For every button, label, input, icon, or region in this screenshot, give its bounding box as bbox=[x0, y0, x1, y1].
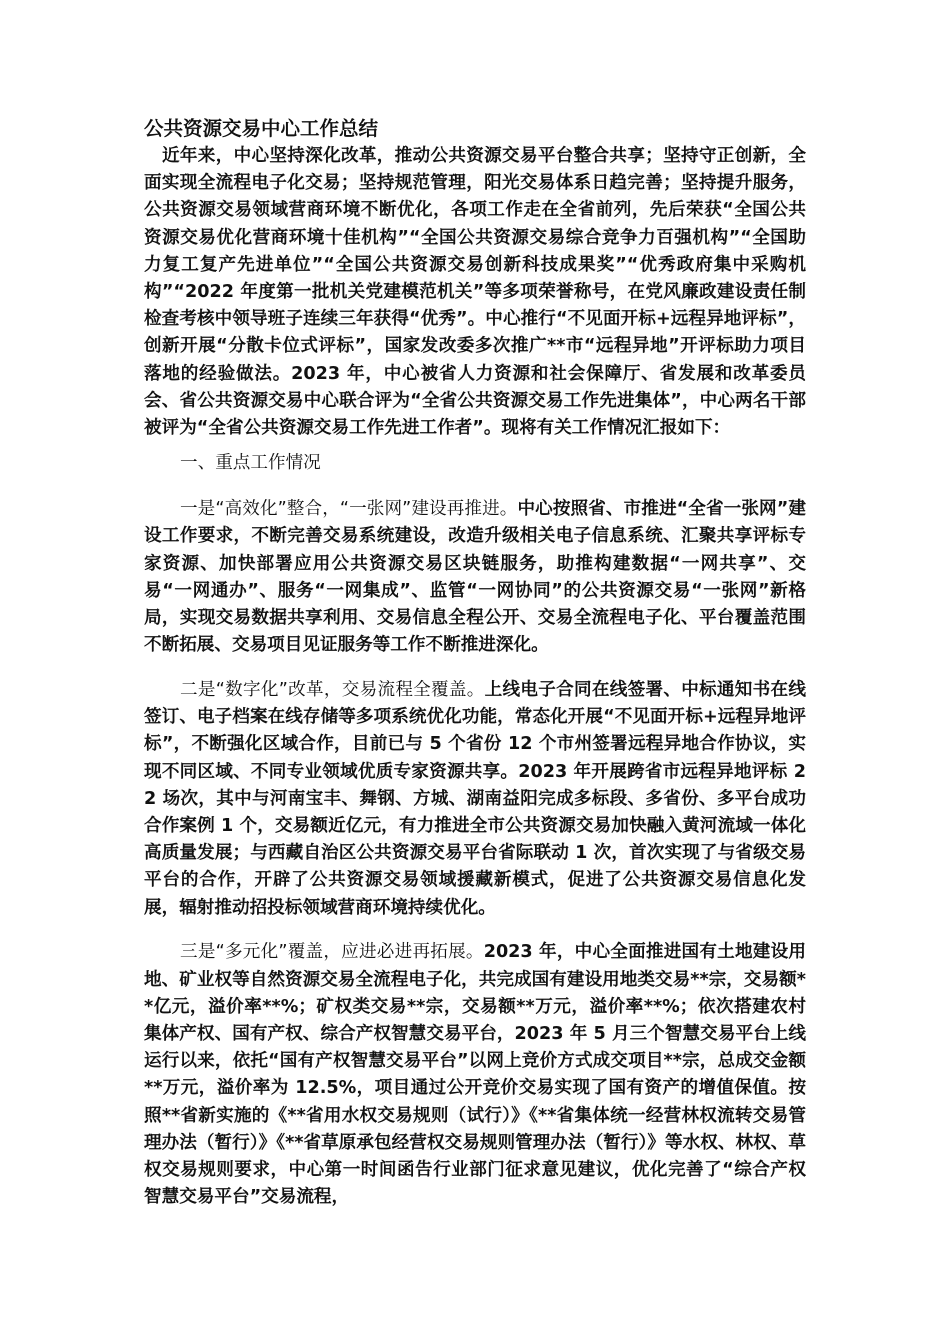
intro-paragraph: 近年来，中心坚持深化改革，推动公共资源交易平台整合共享；坚持守正创新，全面实现全流程电子化交易；坚持规范管理，阳光交易体系日趋完善；坚持提升服务，公共资源交易领域营商环境不断优化，各项工作走在全省前列，先后荣获“全国公共资源交易优化营商环境十佳机构”“全国公共资源交易综合竞争力百强机构”“全国助力复工复产先进单位”“全国公共资源交易创新科技成果奖”“优秀政府集中采购机构”“2022 年度第一批机关党建模范机关”等多项荣誉称号，在党风廉政建设责任制检查考核中领导班子连续三年获得“优秀”。中心推行“不见面开标+远程异地评标”，创新开展“分散卡位式评标”，国家发改委多次推广**市“远程异地”开评标助力项目落地的经验做法。2023 年，中心被省人力资源和社会保障厅、省发展和改革委员会、省公共资源交易中心联合评为“全省公共资源交易工作先进集体”，中心两名干部被评为“全省公共资源交易工作先进工作者”。现将有关工作情况汇报如下： bbox=[144, 146, 806, 439]
work-item-2-lead: 二是“数字化”改革，交易流程全覆盖。 bbox=[180, 680, 485, 701]
document-title: 公共资源交易中心工作总结 bbox=[144, 117, 379, 140]
document-page bbox=[144, 116, 806, 1229]
section-heading: 一、重点工作情况 bbox=[180, 453, 321, 474]
work-item-3-lead: 三是“多元化”覆盖，应进必进再拓展。 bbox=[180, 942, 484, 963]
work-item-2-body: 上线电子合同在线签署、中标通知书在线签订、电子档案在线存储等多项系统优化功能，常态化开展“不见面开标+远程异地评标”，不断强化区域合作，目前已与 5 个省份 12 个市州签署远程异地合作协议，实现不同区域、不同专业领域优质专家资源共享。2023 年开展跨省市远程异地评标 22 场次，其中与河南宝丰、舞钢、方城、湖南益阳完成多标段、多省份、多平台成功合作案例 1 个，交易额近亿元，有力推进全市公共资源交易加快融入黄河流域一体化高质量发展；与西藏自治区公共资源交易平台省际联动 1 次，首次实现了与省级交易平台的合作，开辟了公共资源交易领域援藏新模式，促进了公共资源交易信息化发展，辐射推动招投标领域营商环境持续优化。 bbox=[144, 680, 806, 918]
work-item-3-body: 2023 年，中心全面推进国有土地建设用地、矿业权等自然资源交易全流程电子化，共完成国有建设用地类交易**宗，交易额**亿元，溢价率**%；矿权类交易**宗，交易额**万元，溢价率**%；依次搭建农村集体产权、国有产权、综合产权智慧交易平台，2023 年 5 月三个智慧交易平台上线运行以来，依托“国有产权智慧交易平台”以网上竞价方式成交项目**宗，总成交金额**万元，溢价率为 12.5%，项目通过公开竞价交易实现了国有资产的增值保值。按照**省新实施的《**省用水权交易规则（试行）》《**省集体统一经营林权流转交易管理办法（暂行）》《**省草原承包经营权交易规则管理办法（暂行）》等水权、林权、草权交易规则要求，中心第一时间函告行业部门征求意见建议，优化完善了“综合产权智慧交易平台”交易流程， bbox=[144, 942, 807, 1208]
work-item-1-body: 中心按照省、市推进“全省一张网”建设工作要求，不断完善交易系统建设，改造升级相关电子信息系统、汇聚共享评标专家资源、加快部署应用公共资源交易区块链服务，助推构建数据“一网共享”、交易“一网通办”、服务“一网集成”、监管“一网协同”的公共资源交易“一张网”新格局，实现交易数据共享利用、交易信息全程公开、交易全流程电子化、平台覆盖范围不断拓展、交易项目见证服务等工作不断推进深化。 bbox=[144, 499, 806, 656]
work-item-3 bbox=[144, 939, 806, 1211]
work-item-1-lead: 一是“高效化”整合，“一张网”建设再推进。 bbox=[180, 499, 518, 520]
work-item-1 bbox=[144, 496, 806, 659]
work-item-2 bbox=[144, 677, 806, 922]
